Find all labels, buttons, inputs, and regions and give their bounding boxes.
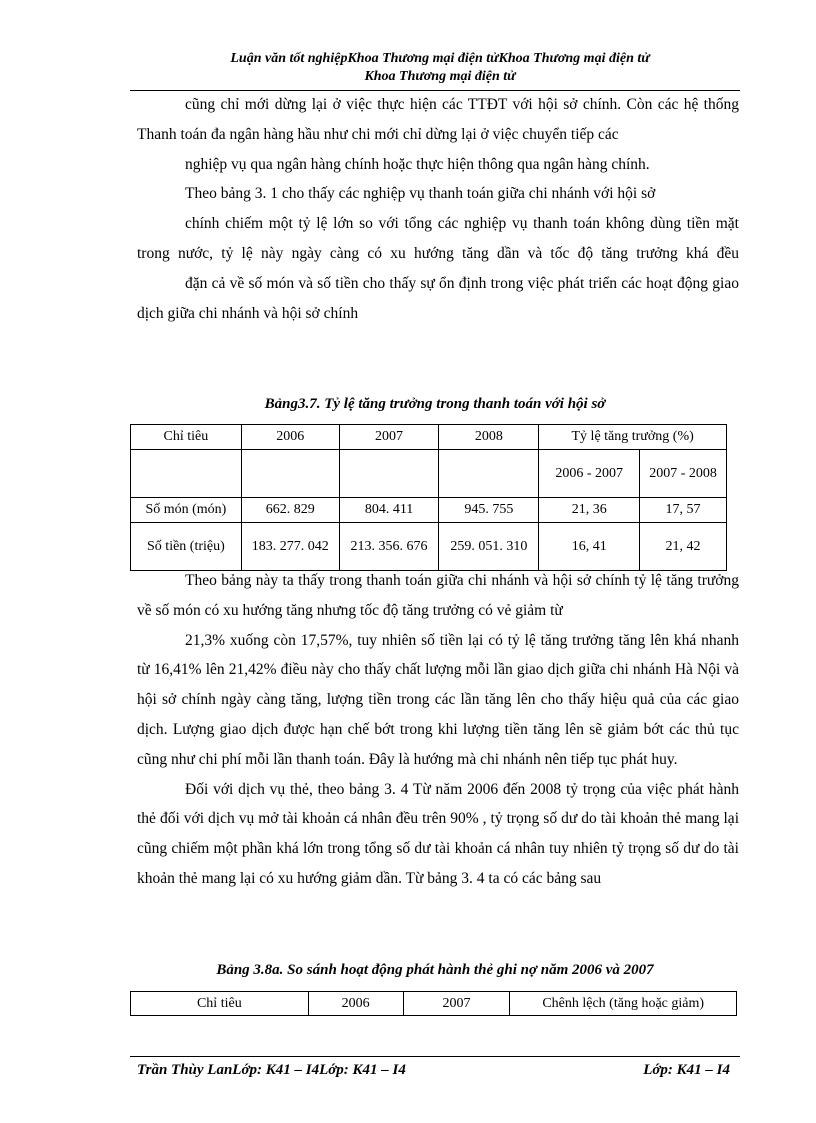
col-header-2006: 2006: [308, 992, 403, 1016]
col-header-2007-2008: 2007 - 2008: [640, 450, 727, 498]
paragraph-3a: Theo bảng này ta thấy trong thanh toán giữa chi nhánh và hội sở chính tỷ lệ tăng trưởng về số món có xu hướng tăng nhưng tốc độ tăng trưởng có vẻ giảm từ: [137, 572, 739, 619]
col-header-chitieu: Chỉ tiêu: [131, 425, 242, 450]
debit-card-table: [130, 991, 737, 1016]
col-header-2006-2007: 2006 - 2007: [539, 450, 640, 498]
cell-2008: 945. 755: [439, 498, 539, 523]
col-header-2007: 2007: [339, 425, 439, 450]
cell-2007: 804. 411: [339, 498, 439, 523]
table1-caption: Bảng3.7. Tỷ lệ tăng trưởng trong thanh toán với hội sở: [264, 396, 606, 412]
footer-divider: [130, 1056, 740, 1057]
col-header-2008: 2008: [439, 425, 539, 450]
cell-rate-2006-2007: 16, 41: [539, 523, 640, 571]
paragraph-4: Đối với dịch vụ thẻ, theo bảng 3. 4 Từ năm 2006 đến 2008 tỷ trọng của việc phát hành thẻ đối với dịch vụ mở tài khoản cá nhân đều trên 90% , tỷ trọng số dư do tài khoản thẻ mang lại cũng chiếm một phần khá lớn trong tổng số dư tài khoản cá nhân tuy nhiên tỷ trọng số dư do tài khoản thẻ mang lại có xu hướng giảm dần. Từ bảng 3. 4 ta có các bảng sau: [137, 780, 739, 887]
paragraph-2a: Theo bảng 3. 1 cho thấy các nghiệp vụ thanh toán giữa chi nhánh với hội sở: [185, 185, 656, 203]
table2-caption: Bảng 3.8a. So sánh hoạt động phát hành thẻ ghi nợ năm 2006 và 2007: [216, 962, 654, 978]
table-row: [131, 523, 727, 571]
cell-rate-2007-2008: 17, 57: [640, 498, 727, 523]
paragraph-2b: chính chiếm một tỷ lệ lớn so với tổng các nghiệp vụ thanh toán không dùng tiền mặt trong nước, tỷ lệ này ngày càng có xu hướng tăng dần và tốc độ tăng trưởng khá đều: [137, 215, 739, 262]
col-header-growth-rate: Tỷ lệ tăng trưởng (%): [539, 425, 727, 450]
footer-author: Trần Thùy LanLớp: K41 – I4Lớp: K41 – I4: [137, 1062, 406, 1078]
body-text-bottom: [137, 566, 739, 894]
cell-rate-2007-2008: 21, 42: [640, 523, 727, 571]
cell-2006: 662. 829: [241, 498, 339, 523]
footer-class: Lớp: K41 – I4: [643, 1062, 730, 1078]
paragraph-2c: đặn cả về số món và số tiền cho thấy sự ổn định trong việc phát triển các hoạt động giao dịch giữa chi nhánh và hội sở chính: [137, 274, 739, 322]
growth-table: [130, 424, 727, 571]
paragraph-1b: nghiệp vụ qua ngân hàng chính hoặc thực hiện thông qua ngân hàng chính.: [185, 155, 650, 173]
row-label: Số tiền (triệu): [131, 523, 242, 571]
header-line-1: Luận văn tốt nghiệpKhoa Thương mại điện tửKhoa Thương mại điện tử: [230, 51, 650, 66]
cell-2007: 213. 356. 676: [339, 523, 439, 571]
table-header-row: [131, 425, 727, 450]
header-line-2: Khoa Thương mại điện tử: [364, 69, 516, 84]
cell-rate-2006-2007: 21, 36: [539, 498, 640, 523]
page-header: [130, 50, 750, 86]
col-header-chitieu: Chỉ tiêu: [131, 992, 309, 1016]
body-text-top: [137, 90, 739, 328]
cell-2006: 183. 277. 042: [241, 523, 339, 571]
paragraph-3b: 21,3% xuống còn 17,57%, tuy nhiên số tiền lại có tỷ lệ tăng trưởng tăng lên khá nhanh từ 16,41% lên 21,42% điều này cho thấy chất lượng mỗi lần giao dịch giữa chi nhánh Hà Nội và hội sở chính ngày càng tăng, lượng tiền trong các lần tăng lên cho thấy hiệu quả của các giao dịch. Lượng giao dịch được hạn chế bớt trong khi lượng tiền tăng lên sẽ giảm bớt các thủ tục cũng như chi phí mỗi lần thanh toán. Đây là hướng mà chi nhánh nên tiếp tục phát huy.: [137, 631, 739, 768]
col-header-2006: 2006: [241, 425, 339, 450]
row-label: Số món (món): [131, 498, 242, 523]
table-header-row: [131, 992, 737, 1016]
cell-2008: 259. 051. 310: [439, 523, 539, 571]
table-row: [131, 498, 727, 523]
col-header-2007: 2007: [403, 992, 510, 1016]
col-header-difference: Chênh lệch (tăng hoặc giảm): [510, 992, 737, 1016]
paragraph-1a: cũng chỉ mới dừng lại ở việc thực hiện các TTĐT với hội sở chính. Còn các hệ thống Thanh toán đa ngân hàng hầu như chi mới chỉ dừng lại ở việc chuyển tiếp các: [137, 96, 739, 143]
table-subheader-row: [131, 450, 727, 498]
